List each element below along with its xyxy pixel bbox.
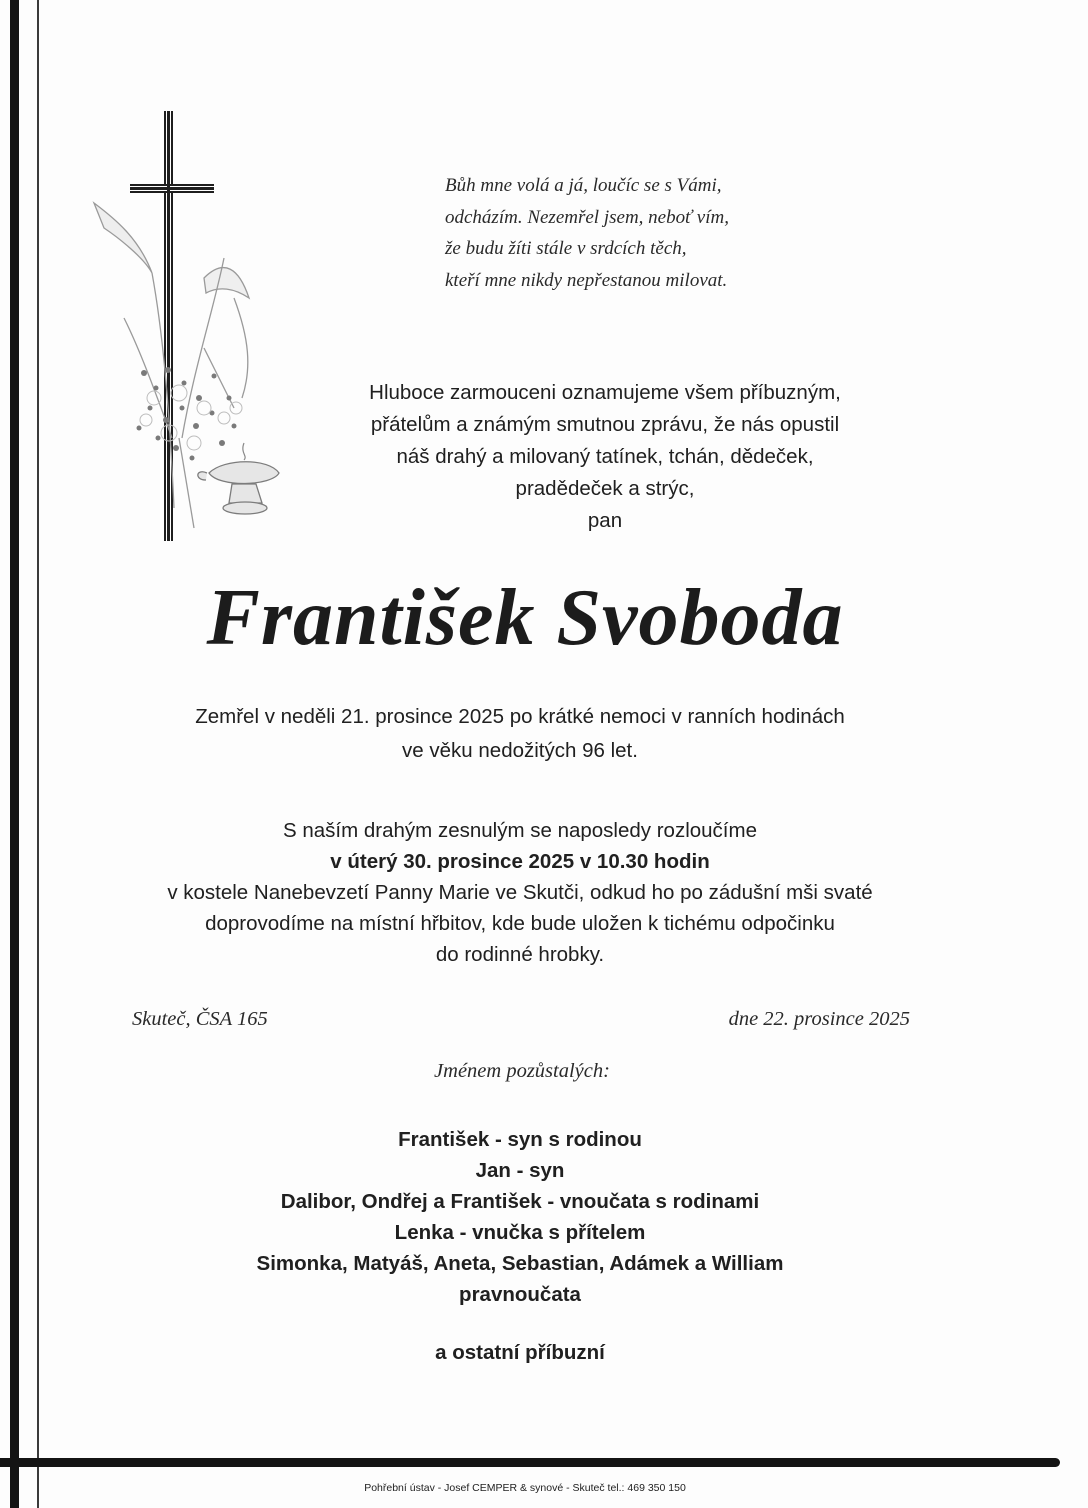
- poem-line: kteří mne nikdy nepřestanou milovat.: [445, 269, 728, 291]
- death-line: ve věku nedožitých 96 let.: [402, 739, 638, 762]
- survivors-title: Jménem pozůstalých:: [434, 1060, 610, 1082]
- poem: [445, 170, 865, 296]
- survivor-line: Lenka - vnučka s přítelem: [394, 1221, 646, 1244]
- funeral-line: doprovodíme na místní hřbitov, kde bude uložen k tichému odpočinku: [205, 912, 835, 935]
- bottom-border: [0, 1458, 1060, 1467]
- poem-line: odcházím. Nezemřel jsem, neboť vím,: [445, 206, 729, 228]
- death-line: Zemřel v neděli 21. prosince 2025 po krátké nemoci v ranních hodinách: [195, 705, 845, 728]
- poem-line: že budu žíti stále v srdcích těch,: [445, 238, 687, 259]
- deceased-name: František Svoboda: [206, 574, 844, 662]
- survivor-line: František - syn s rodinou: [398, 1128, 642, 1151]
- poem-line: Bůh mne volá a já, loučíc se s Vámi,: [445, 175, 722, 196]
- left-border-thin: [37, 0, 39, 1508]
- funeral-datetime: v úterý 30. prosince 2025 v 10.30 hodin: [330, 850, 710, 873]
- survivors-list: [120, 1124, 920, 1310]
- survivor-line: Dalibor, Ondřej a František - vnoučata s rodinami: [280, 1190, 760, 1213]
- funeral-home-footer: Pohřební ústav - Josef CEMPER & synové - Skuteč tel.: 469 350 150: [364, 1482, 686, 1494]
- announcement-line: pradědeček a strýc,: [515, 477, 695, 500]
- death-notice: [100, 700, 940, 768]
- place: Skuteč, ČSA 165: [132, 1008, 268, 1030]
- announcement-line: Hluboce zarmouceni oznamujeme všem příbuzným,: [369, 381, 841, 404]
- announcement-line: přátelům a známým smutnou zprávu, že nás opustil: [370, 413, 840, 436]
- funeral-line: v kostele Nanebevzetí Panny Marie ve Skutči, odkud ho po zádušní mši svaté: [167, 881, 873, 904]
- survivor-line: Jan - syn: [475, 1159, 565, 1182]
- survivor-line: pravnoučata: [459, 1283, 581, 1306]
- survivor-line: Simonka, Matyáš, Aneta, Sebastian, Adámek a William: [256, 1252, 784, 1275]
- announcement-line: pan: [587, 509, 623, 532]
- funeral-info: [90, 815, 950, 970]
- date: dne 22. prosince 2025: [728, 1008, 910, 1030]
- funeral-intro: S naším drahým zesnulým se naposledy rozloučíme: [283, 819, 757, 842]
- funeral-line: do rodinné hrobky.: [435, 943, 605, 966]
- announcement-line: náš drahý a milovaný tatínek, tchán, dědeček,: [396, 445, 814, 468]
- other-relatives: a ostatní příbuzní: [435, 1341, 605, 1364]
- left-border-thick: [10, 0, 19, 1508]
- announcement: [260, 377, 950, 537]
